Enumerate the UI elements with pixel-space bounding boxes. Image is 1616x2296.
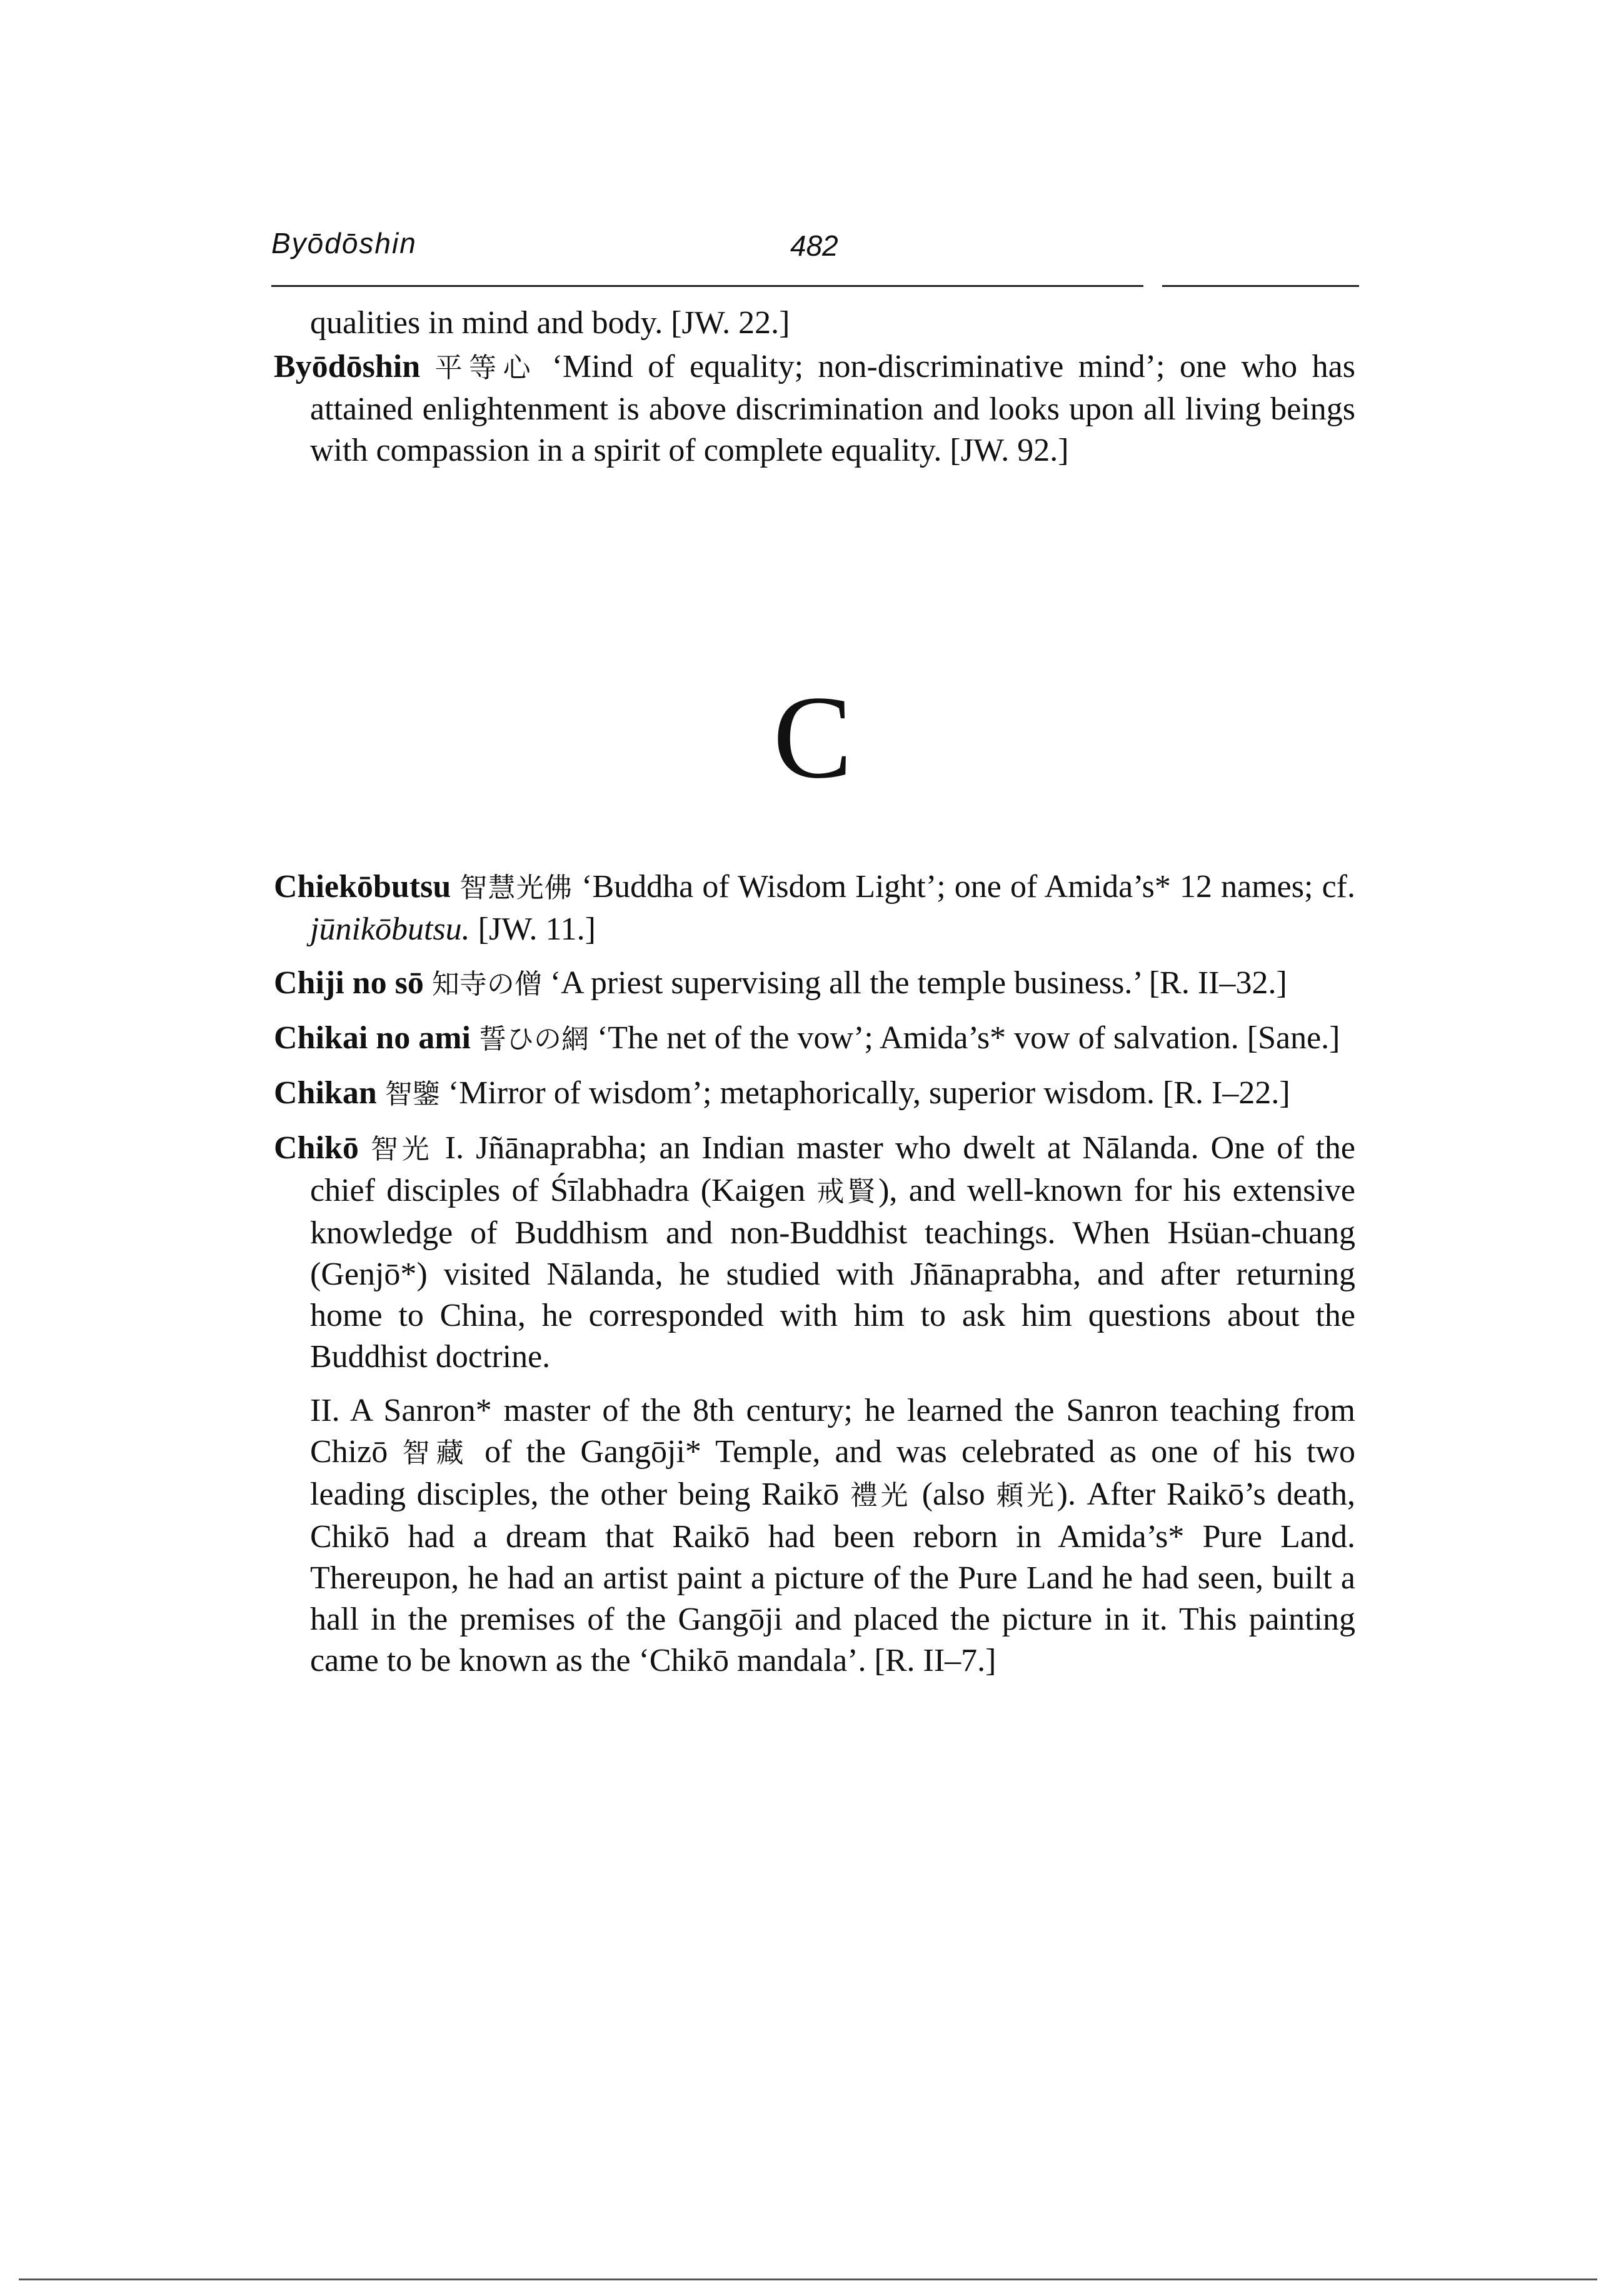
entry-headword: Chikai no ami	[274, 1020, 471, 1056]
top-block	[274, 303, 1355, 480]
entry-text-part1-cont: ), and well-known for his extensive knowledge of Buddhism and non-Buddhist teachings. When Hsüan-chuang (Genjō*) visited Nālanda, he studied with Jñānaprabha, and after returning home to China, he corresponded with him to ask him questions about the Buddhist doctrine.	[310, 1173, 1356, 1375]
entry-chiekobutsu	[274, 866, 1355, 950]
c-entries	[274, 866, 1355, 1682]
entry-headword: Byōdōshin	[274, 349, 421, 384]
entry-text-part2: II. A Sanron* master of the 8th century; he learned the Sanron teaching from Chizō	[310, 1393, 1355, 1470]
entry-headword: Chikan	[274, 1075, 377, 1111]
entry-kanji: 智光	[370, 1133, 433, 1165]
header-rule	[271, 285, 1359, 287]
entry-text-part2-cont: of the Gangōji* Temple, and was celebrated as one of his two leading disciples, the other being Raikō	[310, 1434, 1356, 1512]
entry-text-ref: [JW. 11.]	[469, 911, 596, 947]
entry-kanji: 誓ひの網	[478, 1023, 589, 1055]
running-head-word: Byōdōshin	[271, 227, 417, 259]
entry-kanji: 智慧光佛	[459, 872, 573, 904]
entry-kanji: 知寺の僧	[431, 968, 542, 1000]
entry-text: ‘Mind of equality; non-discriminative mind’; one who has attained enlightenment is above discrimination and looks upon all living beings with compassion in a spirit of complete equality. [JW. 92.]	[310, 349, 1355, 468]
entry-kanji-inline: 智藏	[402, 1437, 470, 1469]
footer-rule	[19, 2278, 1597, 2280]
entry-kanji: 智鑒	[384, 1078, 440, 1110]
entry-byodoshin	[274, 346, 1355, 471]
entry-chikan	[274, 1073, 1355, 1115]
entry-text: ‘Mirror of wisdom’; metaphorically, superior wisdom. [R. I–22.]	[439, 1075, 1290, 1111]
entry-text: ‘The net of the vow’; Amida’s* vow of salvation. [Sane.]	[588, 1020, 1340, 1056]
entry-chiko	[274, 1128, 1355, 1378]
entry-kanji-inline: 頼光	[996, 1480, 1057, 1511]
entry-text-part2-end: ). After Raikō’s death, Chikō had a dream that Raikō had been reborn in Amida’s* Pure Land. Thereupon, he had an artist paint a picture of the Pure Land he had seen, built a hall in the premises of the Gangōji and placed the picture in it. This painting came to be known as the ‘Chikō mandala’. [R. II–7.]	[310, 1476, 1356, 1678]
entry-chiji-no-so	[274, 963, 1355, 1005]
entry-text: ‘Buddha of Wisdom Light’; one of Amida’s* 12 names; cf.	[573, 869, 1356, 905]
entry-text-part1: I. Jñānaprabha; an Indian master who dwelt at Nālanda. One of the chief disciples of Śīlabhadra (Kaigen	[310, 1130, 1356, 1208]
entry-kanji-inline: 禮光	[850, 1480, 911, 1511]
entry-headword: Chiji no sō	[274, 965, 424, 1001]
entry-headword: Chikō	[274, 1130, 359, 1166]
section-letter: C	[773, 672, 853, 803]
entry-kanji: 平等心	[434, 352, 538, 384]
entry-text-part2-cont: (also	[911, 1476, 996, 1512]
page-number: 482	[790, 229, 838, 262]
entry-kanji-inline: 戒賢	[816, 1176, 879, 1208]
entry-headword: Chiekōbutsu	[274, 869, 451, 905]
entry-chikai-no-ami	[274, 1018, 1355, 1060]
entry-chiko-part2	[274, 1390, 1355, 1682]
running-head	[271, 226, 1365, 264]
entry-text: ‘A priest supervising all the temple business.’ [R. II–32.]	[541, 965, 1287, 1001]
entry-crossref: jūnikōbutsu.	[310, 911, 470, 947]
continuation-text: qualities in mind and body. [JW. 22.]	[310, 305, 790, 341]
